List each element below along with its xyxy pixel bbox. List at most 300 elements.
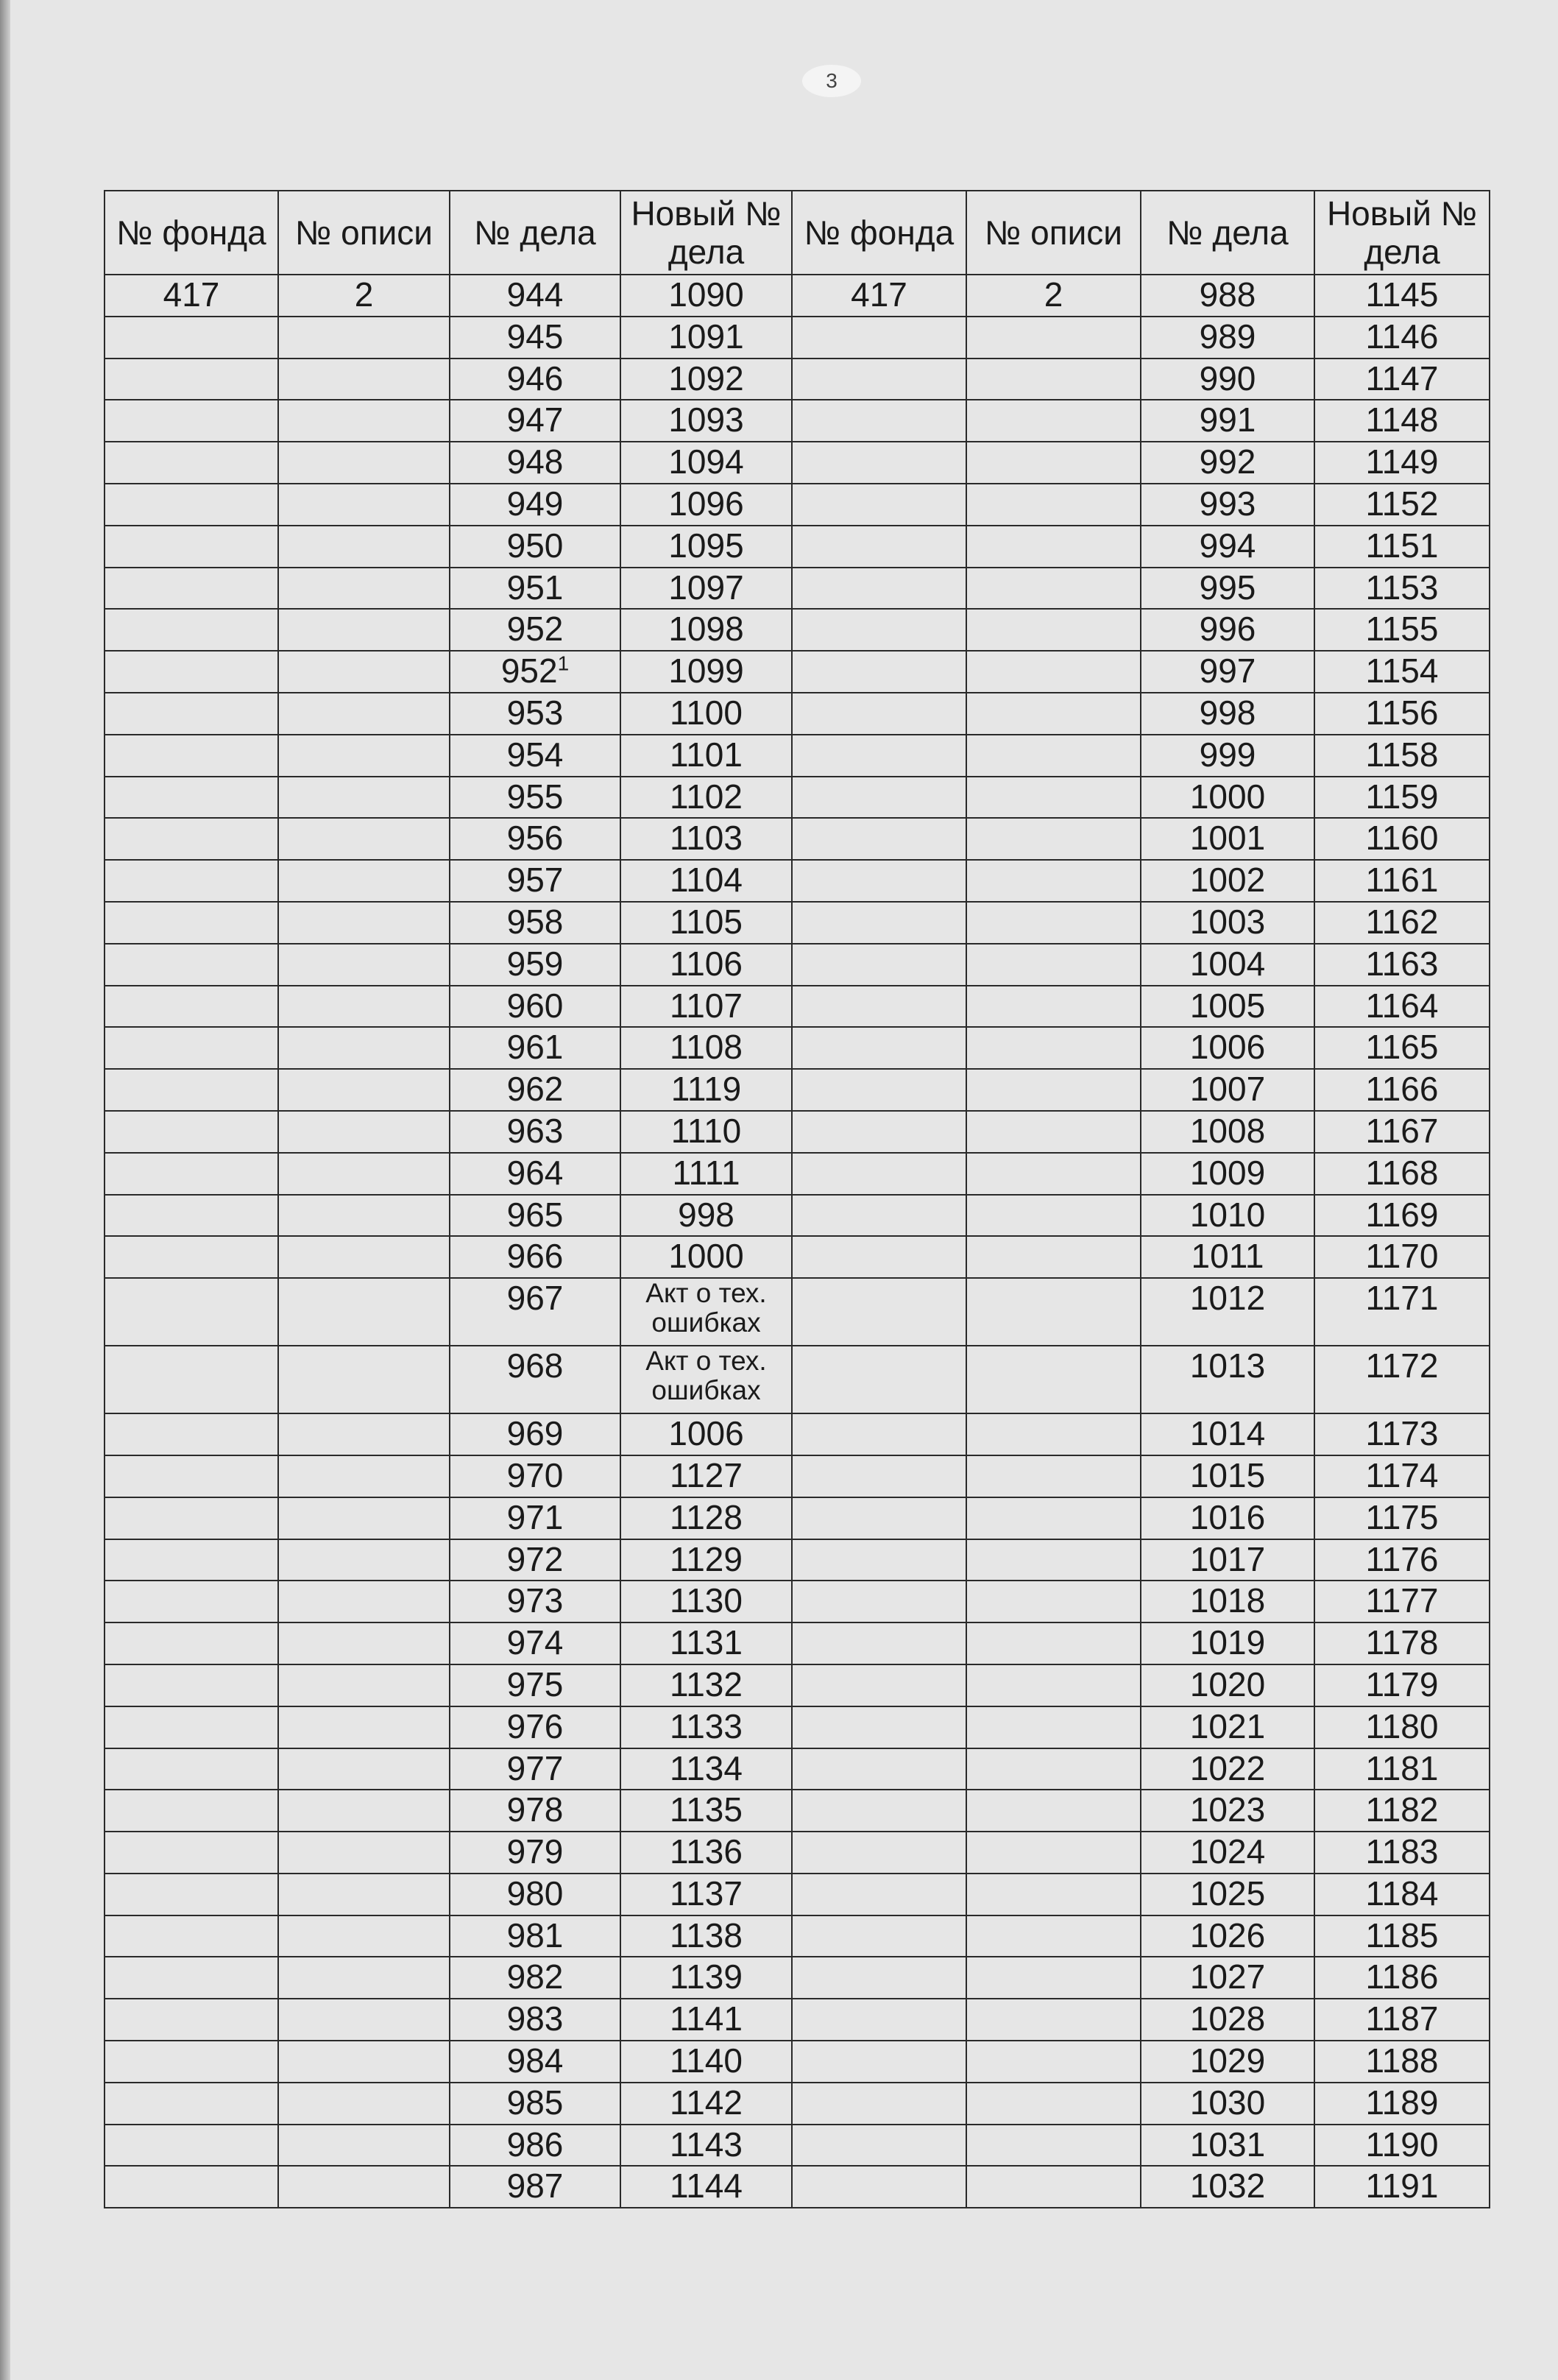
new-delo-cell	[620, 1236, 792, 1278]
new-delo-cell	[1314, 317, 1490, 359]
delo-cell	[1141, 902, 1314, 944]
cell-value: 1014	[1189, 1414, 1266, 1453]
new-delo-cell	[620, 359, 792, 400]
cell-value: 1184	[1365, 1874, 1439, 1913]
delo-cell	[450, 1874, 620, 1915]
delo-cell	[450, 1999, 620, 2041]
new-delo-cell	[1314, 1622, 1490, 1664]
cell-value: 1096	[668, 484, 744, 523]
cell-value: 972	[506, 1539, 564, 1578]
delo-cell	[1141, 359, 1314, 400]
delo-cell	[450, 1581, 620, 1622]
cell-value: 969	[506, 1414, 564, 1453]
cell-value: 1133	[670, 1706, 743, 1745]
cell-value: 1027	[1189, 1957, 1266, 1996]
delo-cell	[450, 1455, 620, 1497]
cell-value: 1175	[1365, 1497, 1439, 1536]
cell-value: 1128	[670, 1497, 743, 1536]
cell-value: 1152	[1365, 484, 1439, 523]
opis-cell	[966, 1195, 1141, 1237]
delo-cell	[450, 1790, 620, 1832]
fond-cell	[792, 1027, 966, 1069]
opis-cell	[278, 735, 450, 777]
fond-cell	[105, 818, 278, 860]
cell-value: 1142	[670, 2083, 743, 2122]
fond-cell	[105, 442, 278, 484]
opis-cell	[278, 1915, 450, 1957]
opis-cell	[966, 275, 1141, 317]
opis-cell	[966, 735, 1141, 777]
delo-cell	[1141, 1455, 1314, 1497]
cell-value: 1149	[1365, 442, 1439, 481]
cell-value: 999	[1199, 735, 1256, 774]
table-row	[105, 2166, 1490, 2208]
cell-value: 1166	[1365, 1070, 1439, 1109]
fond-cell	[792, 2041, 966, 2083]
fond-cell	[792, 2166, 966, 2208]
fond-cell	[105, 275, 278, 317]
table-row	[105, 735, 1490, 777]
opis-cell	[278, 275, 450, 317]
fond-cell	[792, 275, 966, 317]
cell-value: 965	[506, 1195, 564, 1234]
cell-value: 1002	[1189, 861, 1266, 900]
new-delo-cell	[620, 986, 792, 1028]
delo-cell	[450, 1111, 620, 1153]
delo-cell	[1141, 568, 1314, 610]
fond-cell	[792, 1706, 966, 1748]
table-row	[105, 2125, 1490, 2167]
cell-value: 958	[506, 902, 564, 941]
delo-cell	[1141, 442, 1314, 484]
new-delo-cell	[620, 1069, 792, 1111]
cell-value: 1032	[1189, 2167, 1266, 2206]
delo-cell	[1141, 1111, 1314, 1153]
delo-cell	[1141, 1999, 1314, 2041]
fond-cell	[792, 986, 966, 1028]
opis-cell	[966, 526, 1141, 568]
cell-value: 1183	[1365, 1832, 1439, 1871]
new-delo-cell	[1314, 1413, 1490, 1455]
delo-cell	[450, 735, 620, 777]
new-delo-cell	[620, 1622, 792, 1664]
delo-cell	[1141, 1069, 1314, 1111]
opis-cell	[278, 1790, 450, 1832]
opis-cell	[278, 1664, 450, 1706]
new-delo-cell	[1314, 818, 1490, 860]
delo-cell	[1141, 275, 1314, 317]
cell-value: 955	[506, 777, 564, 816]
opis-cell	[278, 986, 450, 1028]
new-delo-cell	[620, 1111, 792, 1153]
cell-value: 1003	[1189, 902, 1266, 941]
opis-cell	[278, 2166, 450, 2208]
delo-cell	[450, 1497, 620, 1539]
new-delo-cell	[620, 1153, 792, 1195]
table-row	[105, 1999, 1490, 2041]
delo-cell	[1141, 693, 1314, 735]
new-delo-cell	[1314, 2041, 1490, 2083]
cell-value: 1098	[668, 610, 744, 649]
table-row	[105, 1497, 1490, 1539]
delo-cell	[1141, 1874, 1314, 1915]
fond-cell	[792, 1790, 966, 1832]
opis-cell	[966, 2166, 1141, 2208]
header-cell: № дела	[450, 191, 620, 275]
fond-cell	[105, 1999, 278, 2041]
new-delo-cell	[620, 1706, 792, 1748]
header-cell: Новый № дела	[620, 191, 792, 275]
cell-value: 1100	[670, 693, 743, 732]
opis-cell	[278, 1748, 450, 1790]
table-row	[105, 1069, 1490, 1111]
new-delo-cell	[1314, 1539, 1490, 1581]
table-row	[105, 1622, 1490, 1664]
cell-value: 1167	[1365, 1111, 1439, 1150]
fond-cell	[792, 1111, 966, 1153]
fond-cell	[105, 1581, 278, 1622]
cell-value: 1004	[1189, 944, 1266, 983]
cell-value: 1136	[670, 1832, 743, 1871]
cell-value: 1090	[668, 275, 744, 314]
cell-value: 1102	[670, 777, 743, 816]
delo-cell	[1141, 1539, 1314, 1581]
fond-cell	[792, 2125, 966, 2167]
opis-cell	[278, 818, 450, 860]
fond-cell	[105, 1622, 278, 1664]
opis-cell	[278, 359, 450, 400]
delo-cell	[450, 275, 620, 317]
opis-cell	[278, 1236, 450, 1278]
cell-value: 949	[506, 484, 564, 523]
cell-value: 1024	[1189, 1832, 1266, 1871]
opis-cell	[278, 777, 450, 819]
new-delo-cell	[620, 1790, 792, 1832]
cell-value: 1009	[1189, 1153, 1266, 1192]
new-delo-cell	[1314, 944, 1490, 986]
cell-value: 1168	[1365, 1153, 1439, 1192]
opis-cell	[278, 1413, 450, 1455]
fond-cell	[792, 1153, 966, 1195]
opis-cell	[278, 693, 450, 735]
fond-cell	[792, 1581, 966, 1622]
cell-value: 947	[506, 400, 564, 439]
table-row	[105, 1539, 1490, 1581]
fond-cell	[792, 1664, 966, 1706]
new-delo-cell	[620, 1832, 792, 1874]
new-delo-cell	[620, 1664, 792, 1706]
cell-value: 1111	[672, 1153, 740, 1192]
delo-cell	[450, 2166, 620, 2208]
cell-value: 1134	[670, 1748, 743, 1787]
cell-value: 1187	[1365, 1999, 1439, 2038]
fond-cell	[792, 1748, 966, 1790]
opis-cell	[278, 484, 450, 526]
fond-cell	[105, 1413, 278, 1455]
new-delo-cell	[620, 1195, 792, 1237]
opis-cell	[966, 1153, 1141, 1195]
cell-value: 978	[506, 1790, 564, 1829]
fond-cell	[105, 1455, 278, 1497]
table-row	[105, 484, 1490, 526]
cell-value: 417	[851, 275, 907, 314]
opis-cell	[278, 860, 450, 902]
note-text: Акт о тех. ошибках	[645, 1278, 767, 1338]
table-row	[105, 693, 1490, 735]
cell-value: 1146	[1365, 317, 1439, 356]
table-row	[105, 651, 1490, 693]
opis-cell	[966, 860, 1141, 902]
new-delo-cell	[1314, 1455, 1490, 1497]
cell-value: 963	[506, 1111, 564, 1150]
cell-value: 1178	[1365, 1623, 1439, 1662]
fond-cell	[792, 818, 966, 860]
cell-value: 1104	[670, 861, 743, 900]
cell-value: 1182	[1365, 1790, 1439, 1829]
opis-cell	[278, 2041, 450, 2083]
cell-value: 1119	[670, 1070, 742, 1109]
fond-cell	[105, 400, 278, 442]
opis-cell	[278, 1957, 450, 1999]
delo-cell	[450, 944, 620, 986]
new-delo-cell	[620, 442, 792, 484]
header-cell: Новый № дела	[1314, 191, 1490, 275]
table-row	[105, 526, 1490, 568]
cell-value: 945	[506, 317, 564, 356]
cell-value: 1099	[668, 652, 744, 691]
table-row	[105, 1874, 1490, 1915]
cell-value: 1181	[1365, 1748, 1439, 1787]
opis-cell	[966, 400, 1141, 442]
new-delo-cell	[1314, 1346, 1490, 1413]
fond-cell	[105, 1706, 278, 1748]
opis-cell	[278, 1874, 450, 1915]
delo-cell	[1141, 1027, 1314, 1069]
opis-cell	[966, 1957, 1141, 1999]
opis-cell	[278, 902, 450, 944]
delo-cell	[450, 777, 620, 819]
opis-cell	[966, 2125, 1141, 2167]
cell-value: 1144	[670, 2167, 743, 2206]
delo-cell	[1141, 1413, 1314, 1455]
cell-value: 1097	[668, 568, 744, 607]
fond-cell	[105, 2083, 278, 2125]
fond-cell	[792, 651, 966, 693]
cell-value: 993	[1199, 484, 1256, 523]
fond-cell	[792, 1957, 966, 1999]
cell-value: 990	[1199, 359, 1256, 398]
cell-value: 1154	[1365, 652, 1439, 691]
cell-value: 987	[506, 2167, 564, 2206]
cell-value: 417	[163, 275, 220, 314]
cell-value: 975	[506, 1664, 564, 1703]
new-delo-cell	[620, 1581, 792, 1622]
cell-value: 970	[506, 1455, 564, 1494]
new-delo-cell	[1314, 1790, 1490, 1832]
cell-value: 983	[506, 1999, 564, 2038]
cell-value: 1007	[1189, 1070, 1266, 1109]
fond-cell	[105, 1957, 278, 1999]
cell-value: 976	[506, 1706, 564, 1745]
cell-value: 1173	[1365, 1414, 1439, 1453]
new-delo-cell	[620, 1497, 792, 1539]
table-row	[105, 1346, 1490, 1413]
cell-value: 971	[506, 1497, 564, 1536]
new-delo-cell	[620, 818, 792, 860]
fond-cell	[105, 944, 278, 986]
cell-value: 968	[506, 1346, 564, 1385]
cell-value: 1161	[1365, 861, 1439, 900]
fond-cell	[105, 693, 278, 735]
delo-cell	[1141, 2125, 1314, 2167]
opis-cell	[278, 609, 450, 651]
opis-cell	[966, 317, 1141, 359]
header-row	[105, 191, 1490, 275]
table-row	[105, 1413, 1490, 1455]
fond-cell	[792, 2083, 966, 2125]
delo-cell	[1141, 1664, 1314, 1706]
cell-value: 1093	[668, 400, 744, 439]
delo-cell	[1141, 1236, 1314, 1278]
cell-value: 950	[506, 526, 564, 565]
fond-cell	[105, 568, 278, 610]
fond-cell	[792, 1236, 966, 1278]
table-row	[105, 317, 1490, 359]
fond-cell	[792, 1915, 966, 1957]
cell-value: 1138	[670, 1915, 743, 1955]
opis-cell	[966, 484, 1141, 526]
delo-cell	[1141, 609, 1314, 651]
delo-cell	[450, 860, 620, 902]
cell-value: 1010	[1189, 1195, 1266, 1234]
cell-value: 1110	[670, 1111, 742, 1150]
opis-cell	[966, 986, 1141, 1028]
new-delo-cell	[620, 693, 792, 735]
opis-cell	[278, 1455, 450, 1497]
new-delo-cell	[1314, 2166, 1490, 2208]
delo-cell	[450, 1915, 620, 1957]
opis-cell	[278, 651, 450, 693]
new-delo-cell	[620, 1999, 792, 2041]
opis-cell	[966, 1111, 1141, 1153]
opis-cell	[966, 1999, 1141, 2041]
cell-value: 1165	[1365, 1028, 1439, 1067]
fond-cell	[105, 1027, 278, 1069]
new-delo-cell	[1314, 1581, 1490, 1622]
new-delo-cell	[620, 651, 792, 693]
delo-cell	[1141, 735, 1314, 777]
opis-cell	[966, 1790, 1141, 1832]
delo-cell	[1141, 944, 1314, 986]
delo-cell	[450, 317, 620, 359]
cell-value: 980	[506, 1874, 564, 1913]
cell-value: 1000	[668, 1237, 744, 1276]
new-delo-cell	[1314, 1832, 1490, 1874]
delo-cell	[1141, 2041, 1314, 2083]
cell-value: 1008	[1189, 1111, 1266, 1150]
page-edge-shadow	[0, 0, 10, 2380]
opis-cell	[278, 568, 450, 610]
delo-cell	[1141, 818, 1314, 860]
fond-cell	[792, 1346, 966, 1413]
table-row	[105, 1915, 1490, 1957]
fond-cell	[792, 944, 966, 986]
delo-cell	[1141, 400, 1314, 442]
opis-cell	[966, 1497, 1141, 1539]
new-delo-cell	[620, 902, 792, 944]
opis-cell	[278, 1195, 450, 1237]
opis-cell	[966, 693, 1141, 735]
fond-cell	[105, 1346, 278, 1413]
fond-cell	[792, 1497, 966, 1539]
opis-cell	[278, 1497, 450, 1539]
cell-value: 1148	[1365, 400, 1439, 439]
opis-cell	[966, 1413, 1141, 1455]
delo-cell	[1141, 1748, 1314, 1790]
cell-value: 1143	[670, 2125, 743, 2164]
opis-cell	[966, 359, 1141, 400]
opis-cell	[278, 1581, 450, 1622]
delo-cell	[450, 2041, 620, 2083]
new-delo-cell	[1314, 1664, 1490, 1706]
opis-cell	[278, 1539, 450, 1581]
delo-cell	[450, 1278, 620, 1346]
cell-value: 1013	[1189, 1346, 1266, 1385]
cell-value: 998	[678, 1195, 734, 1234]
new-delo-cell	[1314, 526, 1490, 568]
cell-value: 1015	[1189, 1455, 1266, 1494]
new-delo-cell	[1314, 442, 1490, 484]
opis-cell	[966, 1069, 1141, 1111]
new-delo-cell	[620, 2041, 792, 2083]
new-delo-cell	[1314, 1915, 1490, 1957]
new-delo-cell	[620, 1413, 792, 1455]
new-delo-cell	[1314, 902, 1490, 944]
delo-cell	[1141, 1195, 1314, 1237]
cell-value: 1153	[1365, 568, 1439, 607]
table-row	[105, 568, 1490, 610]
fond-cell	[105, 609, 278, 651]
fond-cell	[105, 2125, 278, 2167]
table-row	[105, 359, 1490, 400]
new-delo-cell	[1314, 2083, 1490, 2125]
new-delo-cell	[1314, 609, 1490, 651]
cell-value: 1139	[670, 1957, 743, 1996]
opis-cell	[966, 1706, 1141, 1748]
fond-cell	[792, 609, 966, 651]
table-row	[105, 2083, 1490, 2125]
fond-cell	[105, 1874, 278, 1915]
fond-cell	[792, 359, 966, 400]
cell-value: 953	[506, 693, 564, 732]
cell-value: 1189	[1365, 2083, 1439, 2122]
opis-cell	[966, 902, 1141, 944]
cell-value: 1179	[1365, 1664, 1439, 1703]
new-delo-cell	[620, 1027, 792, 1069]
table-row	[105, 986, 1490, 1028]
header-cell: № фонда	[792, 191, 966, 275]
cell-value: 1006	[668, 1414, 744, 1453]
delo-cell	[450, 1069, 620, 1111]
cell-value: 1019	[1189, 1623, 1266, 1662]
opis-cell	[966, 1622, 1141, 1664]
fond-cell	[105, 735, 278, 777]
cell-value: 1106	[670, 944, 743, 983]
opis-cell	[278, 1999, 450, 2041]
new-delo-cell	[1314, 359, 1490, 400]
cell-value: 1092	[668, 359, 744, 398]
fond-cell	[105, 986, 278, 1028]
